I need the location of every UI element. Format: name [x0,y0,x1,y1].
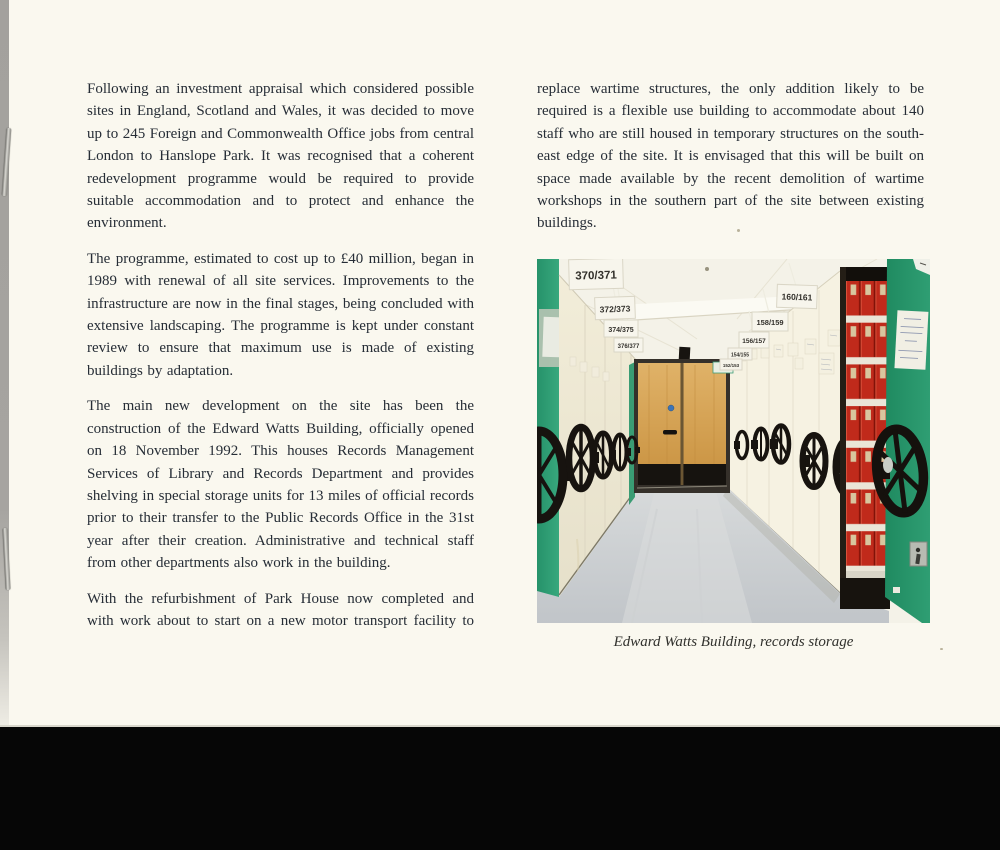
aisle-sign-label: 376/377 [617,344,640,350]
aisle-sign-label: 370/371 [575,269,617,283]
aisle-sign-label: 160/161 [781,291,813,303]
records-storage-photo [537,259,930,623]
corridor-door [634,359,733,493]
dust-speck [737,229,740,232]
aisle-sign-label: 152/153 [722,363,740,368]
aisle-sign-label: 156/157 [742,338,766,345]
door-handle [663,430,677,435]
aisle-sign-label: 372/373 [599,303,631,315]
paragraph: The main new development on the site has been the construction of the Edward Watts Building, officially opened on 18 November 1992. This houses Records Management Services of Library and Records Department and provides shelving in special storage units for 13 miles of official records prior to their transfer to the Public Records Office in the 31st year after their creation. Administrative and technical staff from other departments also work in the building. [87,398,474,572]
paragraph: Following an investment appraisal which considered possible sites in England, Scotland and Wales, it was decided to move up to 245 Foreign and Commonwealth Office jobs from central London to Hanslope Park. It was recognised that a coherent redevelopment programme would be required to provide suitable accommodation and to protect and enhance the environment. [87,81,474,232]
door-kickplate [684,464,727,485]
aisle-sign-label: 374/375 [608,327,634,334]
door-kickplate [638,464,681,485]
paragraph: With the refurbishment of Park House now completed and with work about to start on a new motor transport facility to [87,590,474,629]
sprinkler-dot [705,267,709,271]
aisle-sign-label: 158/159 [756,318,784,327]
paragraph: The programme, estimated to cost up to £40 million, began in 1989 with renewal of all site services. Improvements to the infrastructure are now in the final stages, being concluded with extensive landscaping. The programme is kept under constant review to ensure that maximum use is made of existing buildings by adaptation. [87,250,474,379]
small-label [893,587,900,593]
handwritten-notice [894,310,928,370]
aisle-sign-label: 154/155 [730,352,750,359]
door-blue-sign [668,405,674,411]
paragraph: replace wartime structures, the only addition likely to be required is a flexible use building to accommodate about 140 staff who are still housed in temporary structures on the south-east edge of the site. It is envisaged that this will be built on space made available by the recent demolition of wartime workshops in the southern part of the site between existing buildings. [537,81,924,232]
photo-caption: Edward Watts Building, records storage [613,634,854,650]
page-gutter-edge [0,0,9,727]
left-text-column [87,78,474,645]
dust-speck [940,648,943,650]
scan-black-border [0,727,1000,850]
left-wall-sheet [542,317,560,358]
right-text-column [537,78,924,248]
lock-plate-key [910,542,927,566]
